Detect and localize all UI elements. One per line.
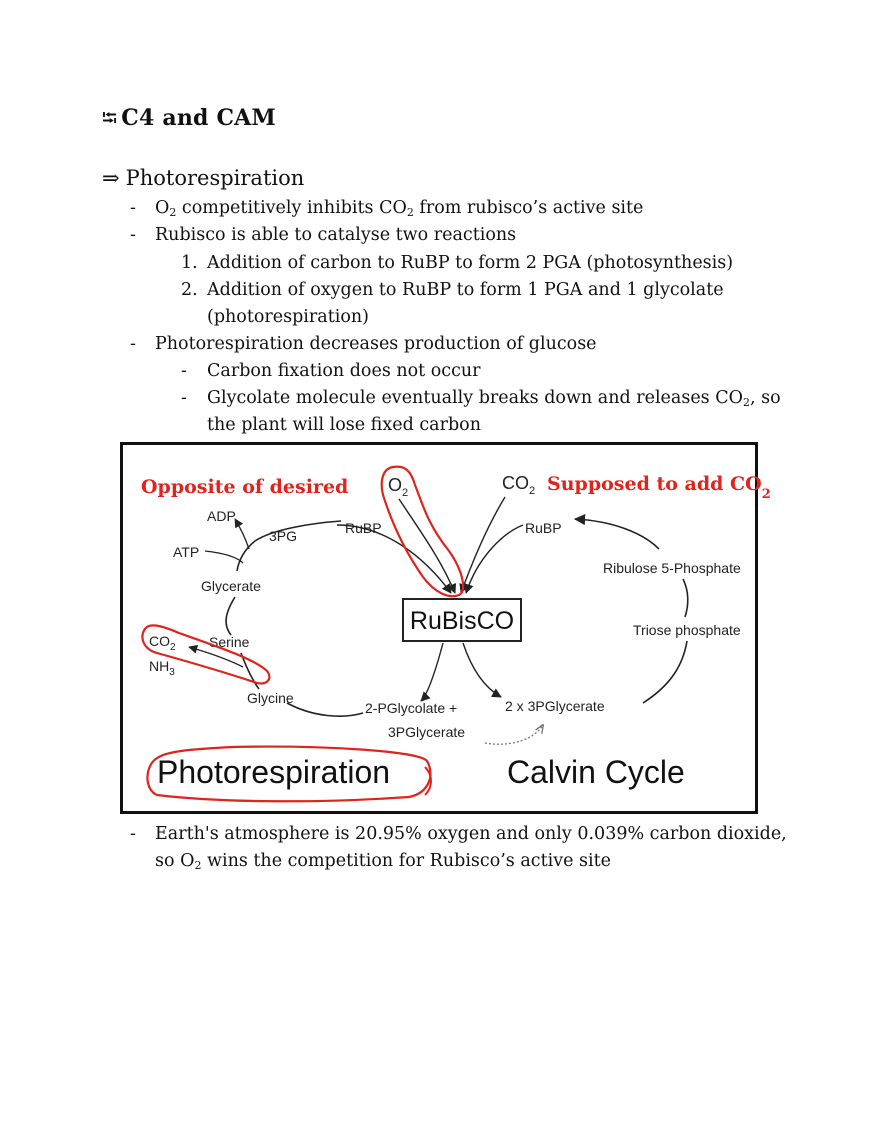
glycine-label: Glycine — [247, 690, 294, 706]
ribulose-to-rubp-arc — [575, 519, 659, 549]
sub-bullet-carbon-fixation: Carbon fixation does not occur — [207, 361, 481, 381]
opposite-label: Opposite of desired — [141, 476, 349, 498]
rubp-right-label: RuBP — [525, 520, 562, 536]
sub-bullet-dash: - — [181, 388, 187, 408]
rubisco-to-glycolate-arrow — [421, 643, 443, 701]
co2-arrow — [461, 497, 505, 593]
sub-bullet-continuation: the plant will lose fixed carbon — [207, 415, 481, 435]
ribulose-label: Ribulose 5-Phosphate — [603, 560, 741, 576]
sub-bullet-glycolate: Glycolate molecule eventually breaks down and releases $CO_2$, so — [207, 388, 781, 409]
bullet-decreases-glucose: Photorespiration decreases production of glucose — [155, 334, 597, 354]
co2-left-label: $CO_2$ — [149, 633, 176, 653]
double-arrow-icon: ⇒ — [102, 166, 120, 190]
bullet-atmosphere: Earth's atmosphere is 20.95% oxygen and only 0.039% carbon dioxide, — [155, 824, 787, 844]
bullet-o2-inhibits: $O_2$ competitively inhibits $CO_2$ from rubisco’s active site — [155, 198, 644, 219]
nh3-label: $NH_3$ — [149, 658, 175, 678]
bullet-dash: - — [130, 198, 136, 218]
adp-arrow — [235, 519, 249, 549]
list-number: 2. — [181, 280, 198, 300]
serine-label: Serine — [209, 634, 250, 650]
rubisco-label: RuBisCO — [409, 607, 515, 635]
dotted-recycle-arrow — [485, 725, 543, 744]
rubisco-to-pglycerate-arrow — [463, 643, 501, 697]
bullet-dash: - — [130, 334, 136, 354]
3pglycerate-label: 3PGlycerate — [388, 724, 466, 740]
photorespiration-title: Photorespiration — [157, 754, 391, 790]
list-item-photosynthesis: Addition of carbon to RuBP to form 2 PGA (photosynthesis) — [207, 253, 734, 273]
section-heading — [102, 104, 276, 138]
atp-line — [205, 551, 243, 563]
photorespiration-diagram — [120, 442, 771, 814]
list-number: 1. — [181, 253, 198, 273]
2x-3pglycerate-label: 2 x 3PGlycerate — [505, 698, 605, 714]
bullet-two-reactions: Rubisco is able to catalyse two reactions — [155, 225, 517, 245]
3pg-to-glycerate-arc — [237, 541, 255, 571]
triose-to-ribulose-arc — [683, 579, 688, 617]
bullet-atmosphere-continuation: so $O_2$ wins the competition for Rubisco’s active site — [155, 851, 611, 872]
pglycerate-to-triose-arc — [643, 641, 687, 703]
pglycolate-label: 2-PGlycolate + — [365, 700, 458, 716]
bullet-dash: - — [130, 824, 136, 844]
bullet-dash: - — [130, 225, 136, 245]
subsection-title: Photorespiration — [125, 166, 305, 190]
calvin-cycle-title: Calvin Cycle — [507, 754, 685, 790]
heading-title: C4 and CAM — [121, 105, 276, 131]
atp-label: ATP — [173, 544, 200, 560]
list-item-photorespiration: Addition of oxygen to RuBP to form 1 PGA and 1 glycolate — [207, 280, 724, 300]
glycerate-label: Glycerate — [201, 578, 261, 594]
rubp-to-3pg-arc — [255, 521, 341, 541]
triose-label: Triose phosphate — [633, 622, 741, 638]
3pg-label: 3PG — [269, 528, 298, 544]
diagram-svg — [123, 445, 771, 811]
subsection-heading — [102, 166, 304, 190]
adp-label: ADP — [207, 508, 236, 524]
glycine-to-glycolate-arc — [287, 703, 363, 716]
swap-arrows-icon: ⭾ — [102, 106, 118, 130]
supposed-label: Supposed to add $CO_2$ — [547, 473, 771, 502]
glycerate-to-serine-arc — [226, 597, 235, 635]
list-item-continuation: (photorespiration) — [207, 307, 369, 327]
co2-input-label: $CO_2$ — [502, 473, 536, 497]
sub-bullet-dash: - — [181, 361, 187, 381]
o2-label: $O_2$ — [388, 475, 409, 499]
rubp-left-label: RuBP — [345, 520, 382, 536]
